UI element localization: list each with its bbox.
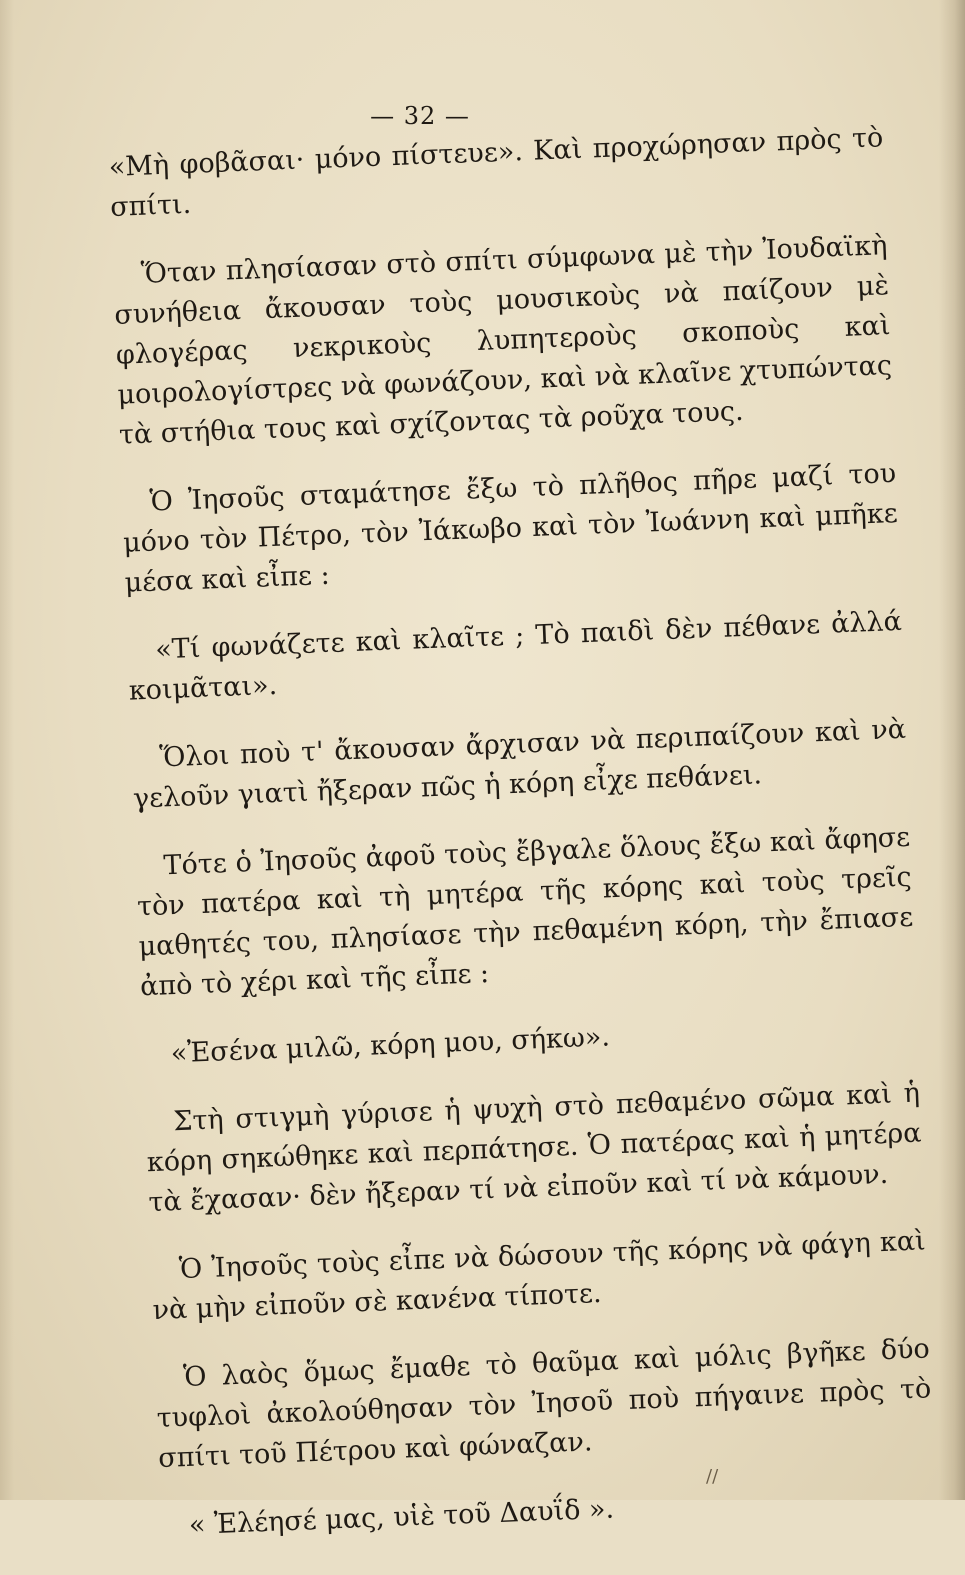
page-right-shadow <box>939 0 965 1500</box>
paragraph: Στὴ στιγμὴ γύρισε ἡ ψυχὴ στὸ πεθαμένο σῶμα καὶ ἡ κόρη σηκώθηκε καὶ περπάτησε. Ὁ πατέρας καὶ ἡ μητέρα τὰ ἔχασαν· δὲν ἤξεραν τί νὰ εἰποῦν καὶ τί νὰ κάμουν. <box>146 1077 923 1219</box>
paragraph: « Ἐλέησέ μας, υἱὲ τοῦ Δαυΐδ ». <box>188 1493 615 1541</box>
paragraph: Ὁ Ἰησοῦς τοὺς εἶπε νὰ δώσουν τῆς κόρης νὰ φάγη καὶ νὰ μὴν εἰποῦν σὲ κανένα τίποτε. <box>152 1225 927 1327</box>
paragraph: Ὁ λαὸς ὅμως ἔμαθε τὸ θαῦμα καὶ μόλις βγῆκε δύο τυφλοὶ ἀκολούθησαν τὸν Ἰησοῦ ποὺ πήγαινε πρὸς τὸ σπίτι τοῦ Πέτρου καὶ φώναζαν. <box>156 1333 932 1475</box>
body-text <box>108 118 937 1575</box>
pencil-mark: // <box>706 1466 719 1487</box>
page-number: — 32 — <box>370 102 470 130</box>
paragraph: Ὅλοι ποὺ τ' ἄκουσαν ἄρχισαν νὰ περιπαίζουν καὶ νὰ γελοῦν γιατὶ ἤξεραν πῶς ἡ κόρη εἶχε πεθάνει. <box>132 713 907 815</box>
page-left-shadow <box>0 0 14 1500</box>
paragraph: Ὅταν πλησίασαν στὸ σπίτι σύμφωνα μὲ τὴν Ἰουδαϊκὴ συνήθεια ἄκουσαν τοὺς μουσικοὺς νὰ παίζουν μὲ φλογέρας νεκρικοὺς λυπητεροὺς σκοποὺς καὶ μοιρολογίστρες νὰ φωνάζουν, καὶ νὰ κλαῖνε χτυπώντας τὰ στήθια τους καὶ σχίζοντας τὰ ροῦχα τους. <box>113 230 893 451</box>
paragraph: «Τί φωνάζετε καὶ κλαῖτε ; Τὸ παιδὶ δὲν πέθανε ἀλλά κοιμᾶται». <box>128 605 903 707</box>
paragraph: «Μὴ φοβᾶσαι· μόνο πίστευε». Καὶ προχώρησαν πρὸς τὸ σπίτι. <box>108 122 884 223</box>
paragraph: Ὁ Ἰησοῦς σταμάτησε ἔξω τὸ πλῆθος πῆρε μαζί του μόνο τὸν Πέτρο, τὸν Ἰάκωβο καὶ τὸν Ἰωάννη καὶ μπῆκε μέσα καὶ εἶπε : <box>122 457 899 599</box>
paragraph: «Ἐσένα μιλῶ, κόρη μου, σήκω». <box>170 1021 611 1070</box>
paragraph: Τότε ὁ Ἰησοῦς ἀφοῦ τοὺς ἔβγαλε ὅλους ἔξω καὶ ἄφησε τὸν πατέρα καὶ τὴ μητέρα τῆς κόρης καὶ τοὺς τρεῖς μαθητές του, πλησίασε τὴν πεθαμένη κόρη, τὴν ἔπιασε ἀπὸ τὸ χέρι καὶ τῆς εἶπε : <box>136 821 914 1003</box>
